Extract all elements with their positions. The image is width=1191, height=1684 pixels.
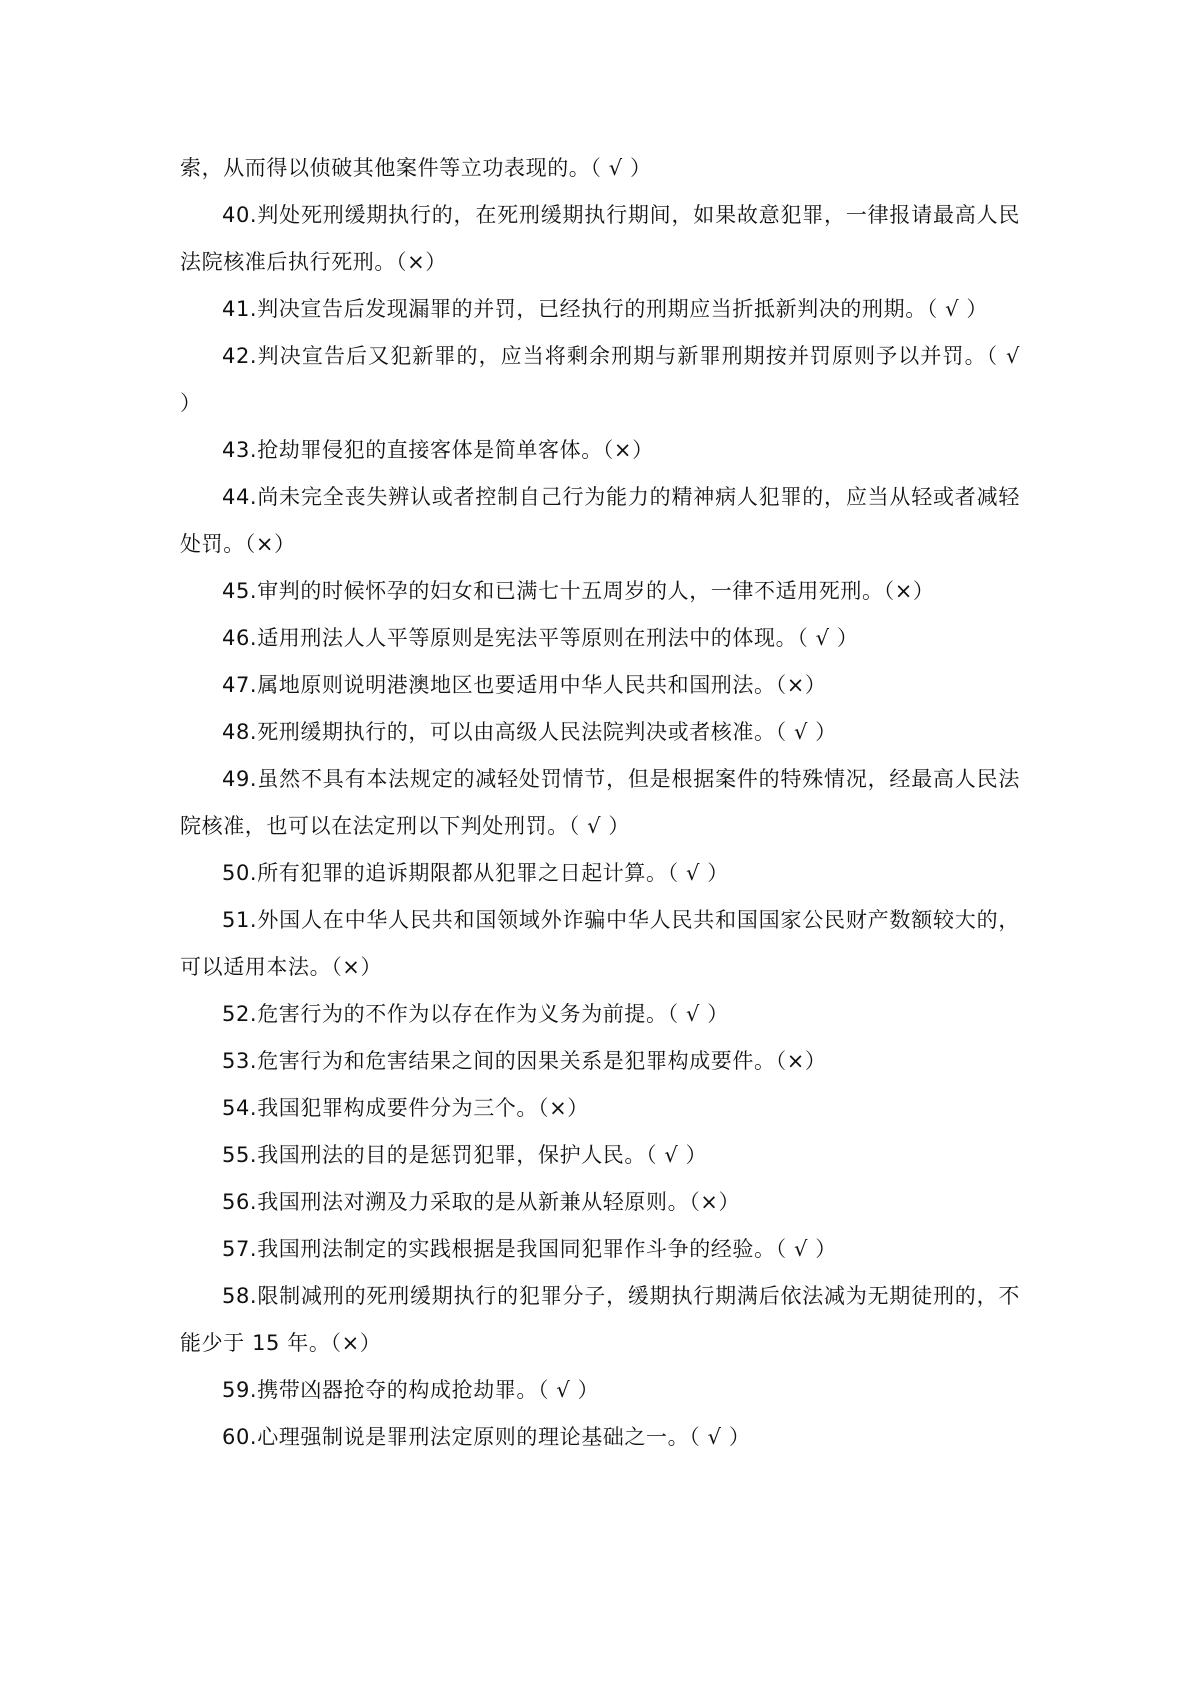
question-50: 50.所有犯罪的追诉期限都从犯罪之日起计算。（ √ ） [222, 861, 729, 885]
question-44: 44.尚未完全丧失辨认或者控制自己行为能力的精神病人犯罪的，应当从轻或者减轻处罚。（×） [180, 485, 1020, 556]
question-52: 52.危害行为的不作为以存在作为义务为前提。（ √ ） [222, 1002, 729, 1026]
question-49: 49.虽然不具有本法规定的减轻处罚情节，但是根据案件的特殊情况，经最高人民法院核准，也可以在法定刑以下判处刑罚。（ √ ） [180, 767, 1020, 838]
question-60: 60.心理强制说是罪刑法定原则的理论基础之一。（ √ ） [222, 1425, 751, 1449]
paragraph-39-continuation: 索，从而得以侦破其他案件等立功表现的。（ √ ） [180, 156, 652, 180]
question-43: 43.抢劫罪侵犯的直接客体是简单客体。（×） [222, 438, 654, 462]
question-47: 47.属地原则说明港澳地区也要适用中华人民共和国刑法。（×） [222, 673, 827, 697]
question-46: 46.适用刑法人人平等原则是宪法平等原则在刑法中的体现。（ √ ） [222, 626, 859, 650]
question-45: 45.审判的时候怀孕的妇女和已满七十五周岁的人，一律不适用死刑。（×） [222, 579, 935, 603]
question-41: 41.判决宣告后发现漏罪的并罚，已经执行的刑期应当折抵新判决的刑期。（ √ ） [222, 297, 989, 321]
question-40: 40.判处死刑缓期执行的，在死刑缓期执行期间，如果故意犯罪，一律报请最高人民法院核准后执行死刑。（×） [180, 203, 1020, 274]
document-body [180, 145, 1020, 1461]
question-42: 42.判决宣告后又犯新罪的，应当将剩余刑期与新罪刑期按并罚原则予以并罚。（ √ ） [180, 344, 1020, 415]
question-55: 55.我国刑法的目的是惩罚犯罪，保护人民。（ √ ） [222, 1143, 708, 1167]
question-56: 56.我国刑法对溯及力采取的是从新兼从轻原则。（×） [222, 1190, 741, 1214]
question-48: 48.死刑缓期执行的，可以由高级人民法院判决或者核准。（ √ ） [222, 720, 837, 744]
question-53: 53.危害行为和危害结果之间的因果关系是犯罪构成要件。（×） [222, 1049, 827, 1073]
question-57: 57.我国刑法制定的实践根据是我国同犯罪作斗争的经验。（ √ ） [222, 1237, 837, 1261]
question-51: 51.外国人在中华人民共和国领域外诈骗中华人民共和国国家公民财产数额较大的，可以适用本法。（×） [180, 908, 1020, 979]
question-59: 59.携带凶器抢夺的构成抢劫罪。（ √ ） [222, 1378, 600, 1402]
question-58: 58.限制减刑的死刑缓期执行的犯罪分子，缓期执行期满后依法减为无期徒刑的，不能少于 15 年。（×） [180, 1284, 1020, 1355]
question-54: 54.我国犯罪构成要件分为三个。（×） [222, 1096, 589, 1120]
